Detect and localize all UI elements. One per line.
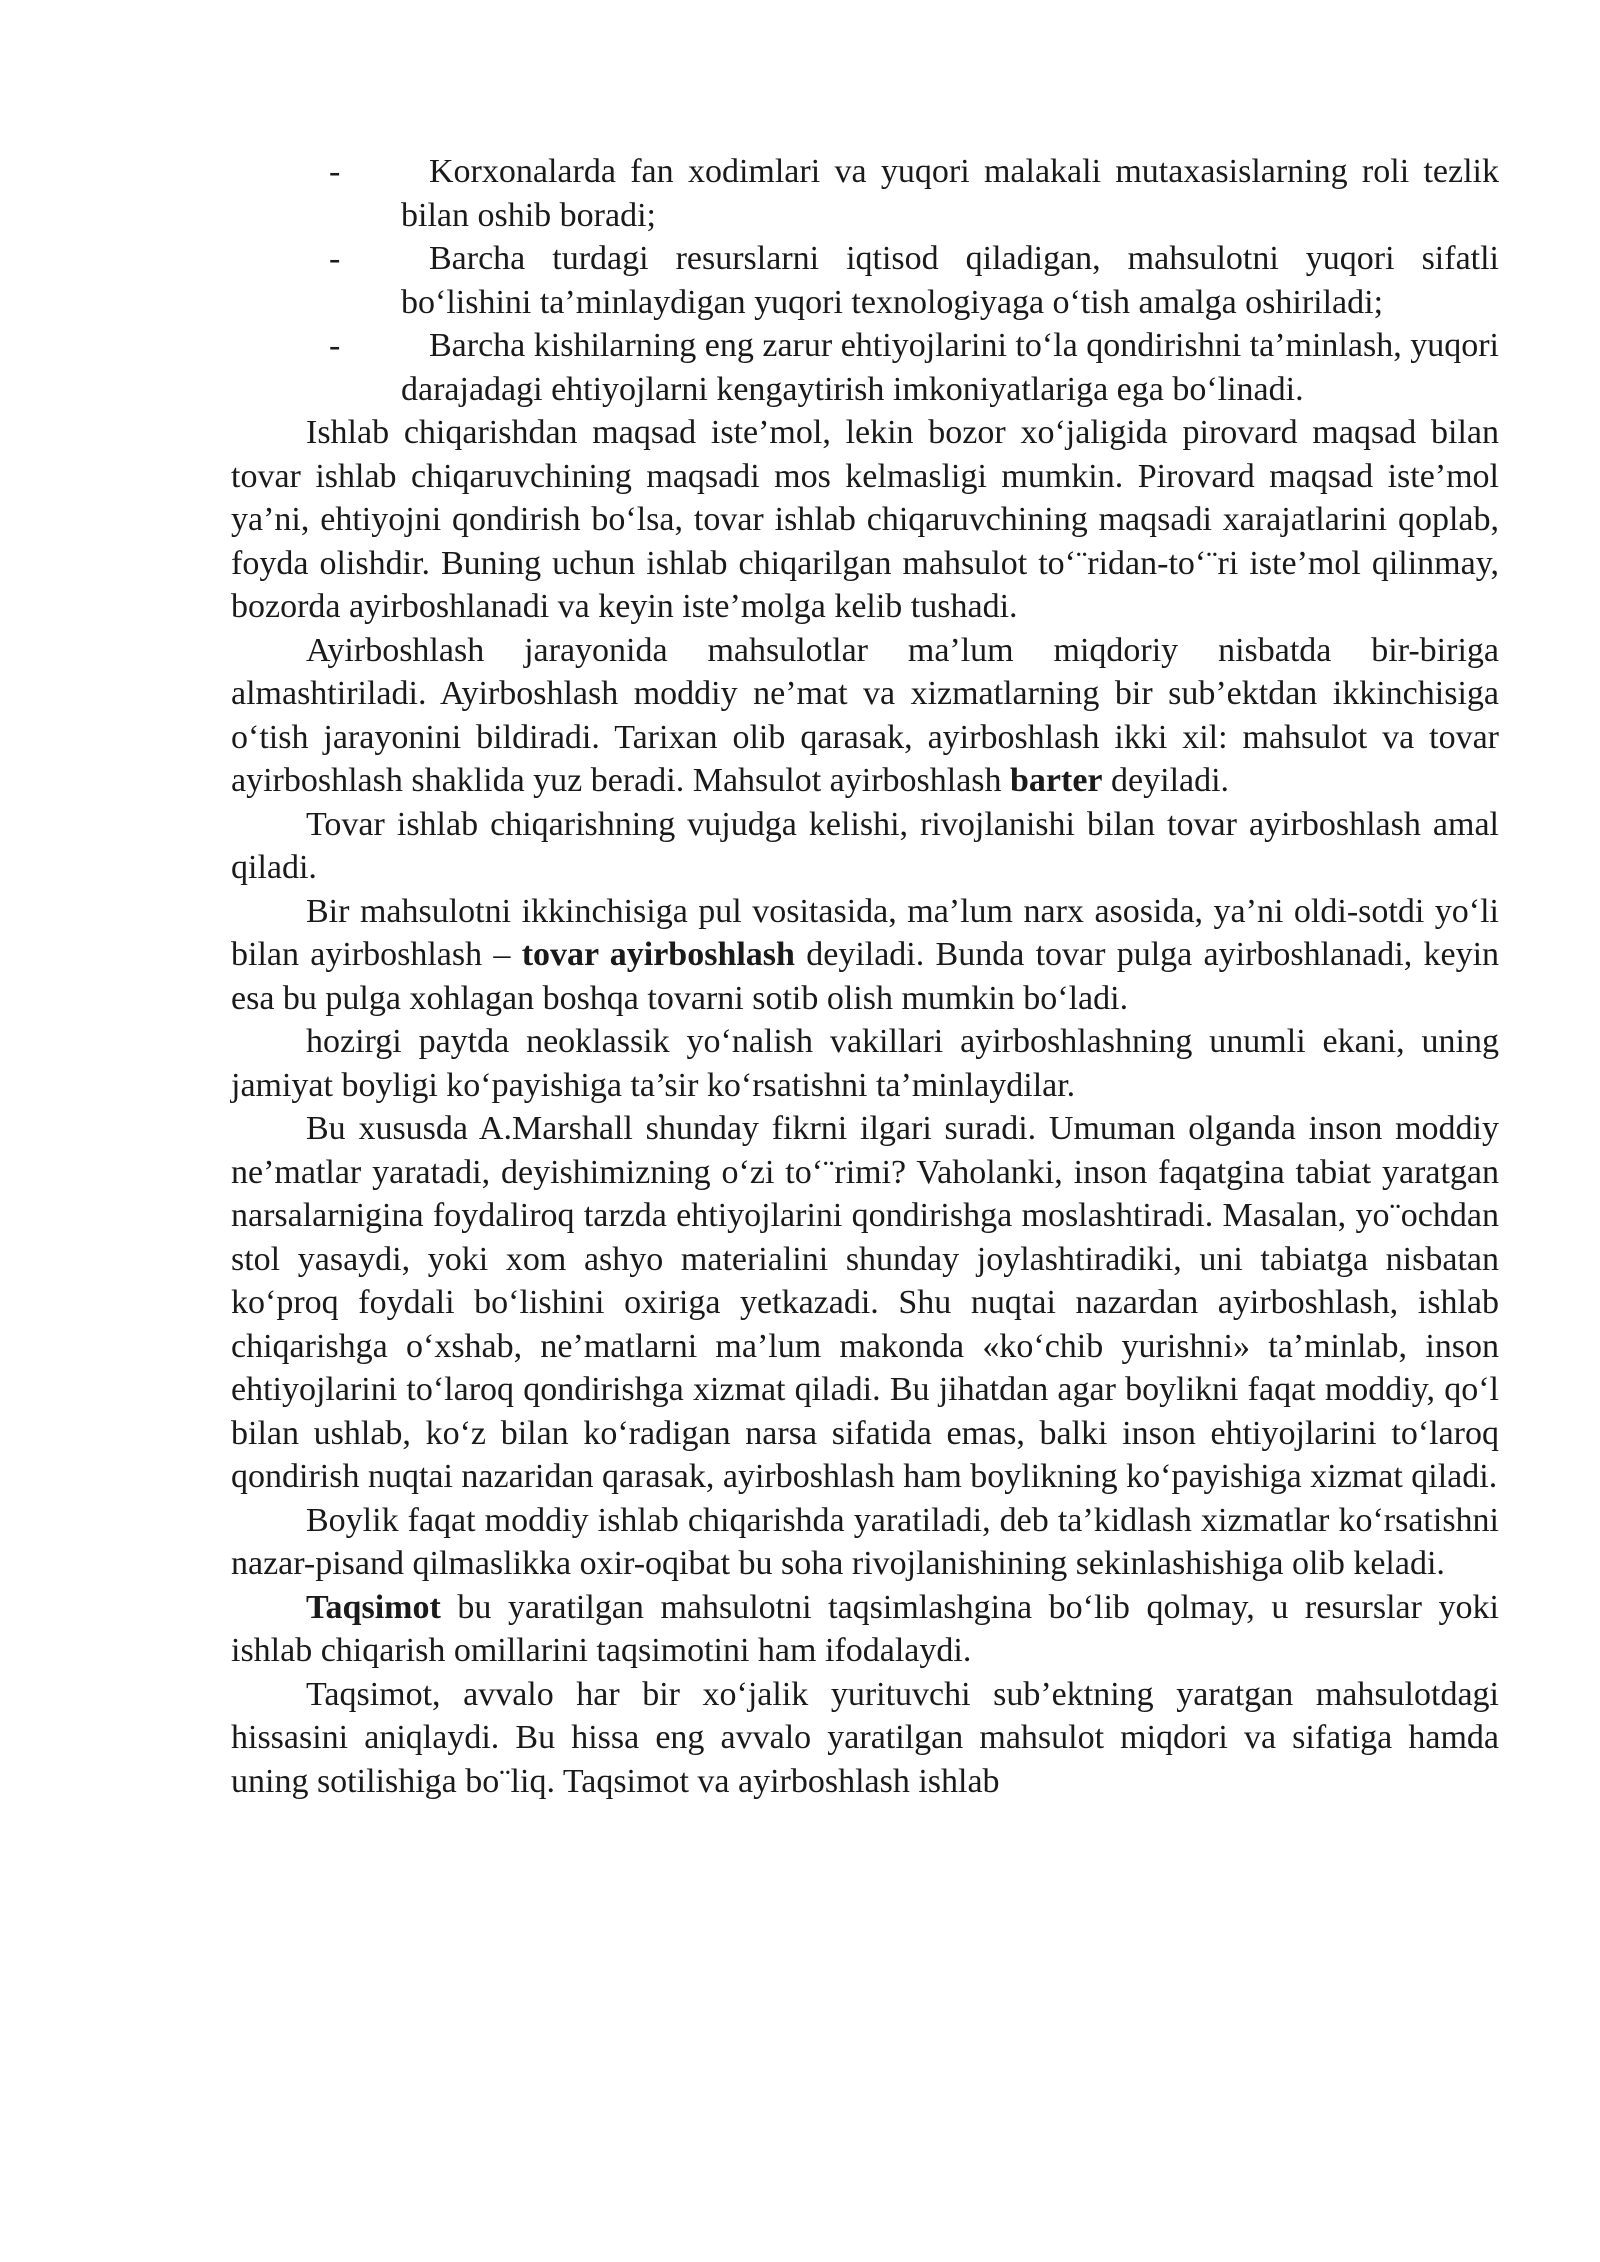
paragraph-text: Tovar ishlab chiqarishning vujudga kelishi, rivojlanishi bilan tovar ayirboshlash amal qiladi. [231,805,1499,886]
bold-term-tovar-ayirboshlash: tovar ayirboshlash [521,936,795,973]
paragraph-text: deyiladi. Bunda tovar pulga ayirboshlanadi, keyin esa bu pulga xohlagan boshqa tovarni sotib olish mumkin bo‘ladi. [231,936,1500,1017]
paragraph-production-goal [231,411,1499,629]
paragraph-text: bu yaratilgan mahsulotni taqsimlashgina bo‘lib qolmay, u resurslar yoki ishlab chiqarish omillarini taqsimotini ham ifodalaydi. [231,1588,1499,1669]
paragraph-exchange-process [231,629,1499,803]
paragraph-text: Bu xususda A.Marshall shunday fikrni ilgari suradi. Umuman olganda inson moddiy ne’matlar yaratadi, deyishimizning o‘zi to‘¨rimi? Vaholanki, inson faqatgina tabiat yaratgan narsalarnigina foydaliroq tarzda ehtiyojlarini qondirishga moslashtiradi. Masalan, yo¨ochdan stol yasaydi, yoki xom ashyo materialini shunday joylashtiradiki, uni tabiatga nisbatan ko‘proq foydali bo‘lishini oxiriga yetkazadi. Shu nuqtai nazardan ayirboshlash, ishlab chiqarishga o‘xshab, ne’matlarni ma’lum makonda «ko‘chib yurishni» ta’minlab, inson ehtiyojlarini to‘laroq qondirishga xizmat qiladi. Bu jihatdan agar boylikni faqat moddiy, qo‘l bilan ushlab, ko‘z bilan ko‘radigan narsa sifatida emas, balki inson ehtiyojlarini to‘laroq qondirish nuqtai nazaridan qarasak, ayirboshlash ham boylikning ko‘payishiga xizmat qiladi. [231,1110,1499,1495]
paragraph-text: Boylik faqat moddiy ishlab chiqarishda yaratiladi, deb ta’kidlash xizmatlar ko‘rsatishni nazar-pisand qilmaslikka oxir-oqibat bu soha rivojlanishining sekinlashishiga olib keladi. [231,1501,1499,1582]
paragraph-text: Ayirboshlash jarayonida mahsulotlar ma’lum miqdoriy nisbatda bir-biriga almashtiriladi. Ayirboshlash moddiy ne’mat va xizmatlarning bir sub’ektdan ikkinchisiga o‘tish jarayonini bildiradi. Tarixan olib qarasak, ayirboshlash ikki xil: mahsulot va tovar ayirboshlash shaklida yuz beradi. Mahsulot ayirboshlash [231,631,1499,799]
document-page [231,150,1499,1803]
list-item-text: Barcha turdagi resurslarni iqtisod qiladigan, mahsulotni yuqori sifatli bo‘lishini ta’minlaydigan yuqori texnologiyaga o‘tish amalga oshiriladi; [401,240,1499,321]
paragraph-text: Bir mahsulotni ikkinchisiga pul vositasida, ma’lum narx asosida, ya’ni oldi-sotdi yo‘li bilan ayirboshlash – [231,892,1499,973]
paragraph-commodity-production [231,803,1499,890]
list-item [231,150,1499,237]
paragraph-text: Taqsimot, avvalo har bir xo‘jalik yurituvchi sub’ektning yaratgan mahsulotdagi hissasini aniqlaydi. Bu hissa eng avvalo yaratilgan mahsulot miqdori va sifatiga hamda uning sotilishiga bo¨liq. Taqsimot va ayirboshlash ishlab [231,1675,1499,1800]
paragraph-text: hozirgi paytda neoklassik yo‘nalish vakillari ayirboshlashning unumli ekani, uning jamiyat boyligi ko‘payishiga ta’sir ko‘rsatishni ta’minlaydilar. [231,1023,1499,1104]
paragraph-marshall [231,1107,1499,1499]
list-item [231,324,1499,411]
paragraph-wealth [231,1499,1499,1586]
paragraph-distribution-definition [231,1586,1499,1673]
paragraph-text: deyiladi. [1102,762,1230,799]
bullet-dash: - [329,153,341,190]
paragraph-neoclassical [231,1020,1499,1107]
bold-term-barter: barter [1010,762,1103,799]
list-item-text: Korxonalarda fan xodimlari va yuqori malakali mutaxasislarning roli tezlik bilan oshib boradi; [401,153,1499,234]
paragraph-distribution-share [231,1673,1499,1804]
bullet-list [231,150,1499,411]
list-item-text: Barcha kishilarning eng zarur ehtiyojlarini to‘la qondirishni ta’minlash, yuqori darajadagi ehtiyojlarni kengaytirish imkoniyatlariga ega bo‘linadi. [401,327,1499,408]
paragraph-commodity-exchange [231,890,1499,1021]
bullet-dash: - [329,327,341,364]
paragraph-text: Ishlab chiqarishdan maqsad iste’mol, lekin bozor xo‘jaligida pirovard maqsad bilan tovar ishlab chiqaruvchining maqsadi mos kelmasligi mumkin. Pirovard maqsad iste’mol ya’ni, ehtiyojni qondirish bo‘lsa, tovar ishlab chiqaruvchining maqsadi xarajatlarini qoplab, foyda olishdir. Buning uchun ishlab chiqarilgan mahsulot to‘¨ridan-to‘¨ri iste’mol qilinmay, bozorda ayirboshlanadi va keyin iste’molga kelib tushadi. [231,414,1499,625]
list-item [231,237,1499,324]
bullet-dash: - [329,240,341,277]
bold-term-taqsimot: Taqsimot [306,1588,441,1626]
